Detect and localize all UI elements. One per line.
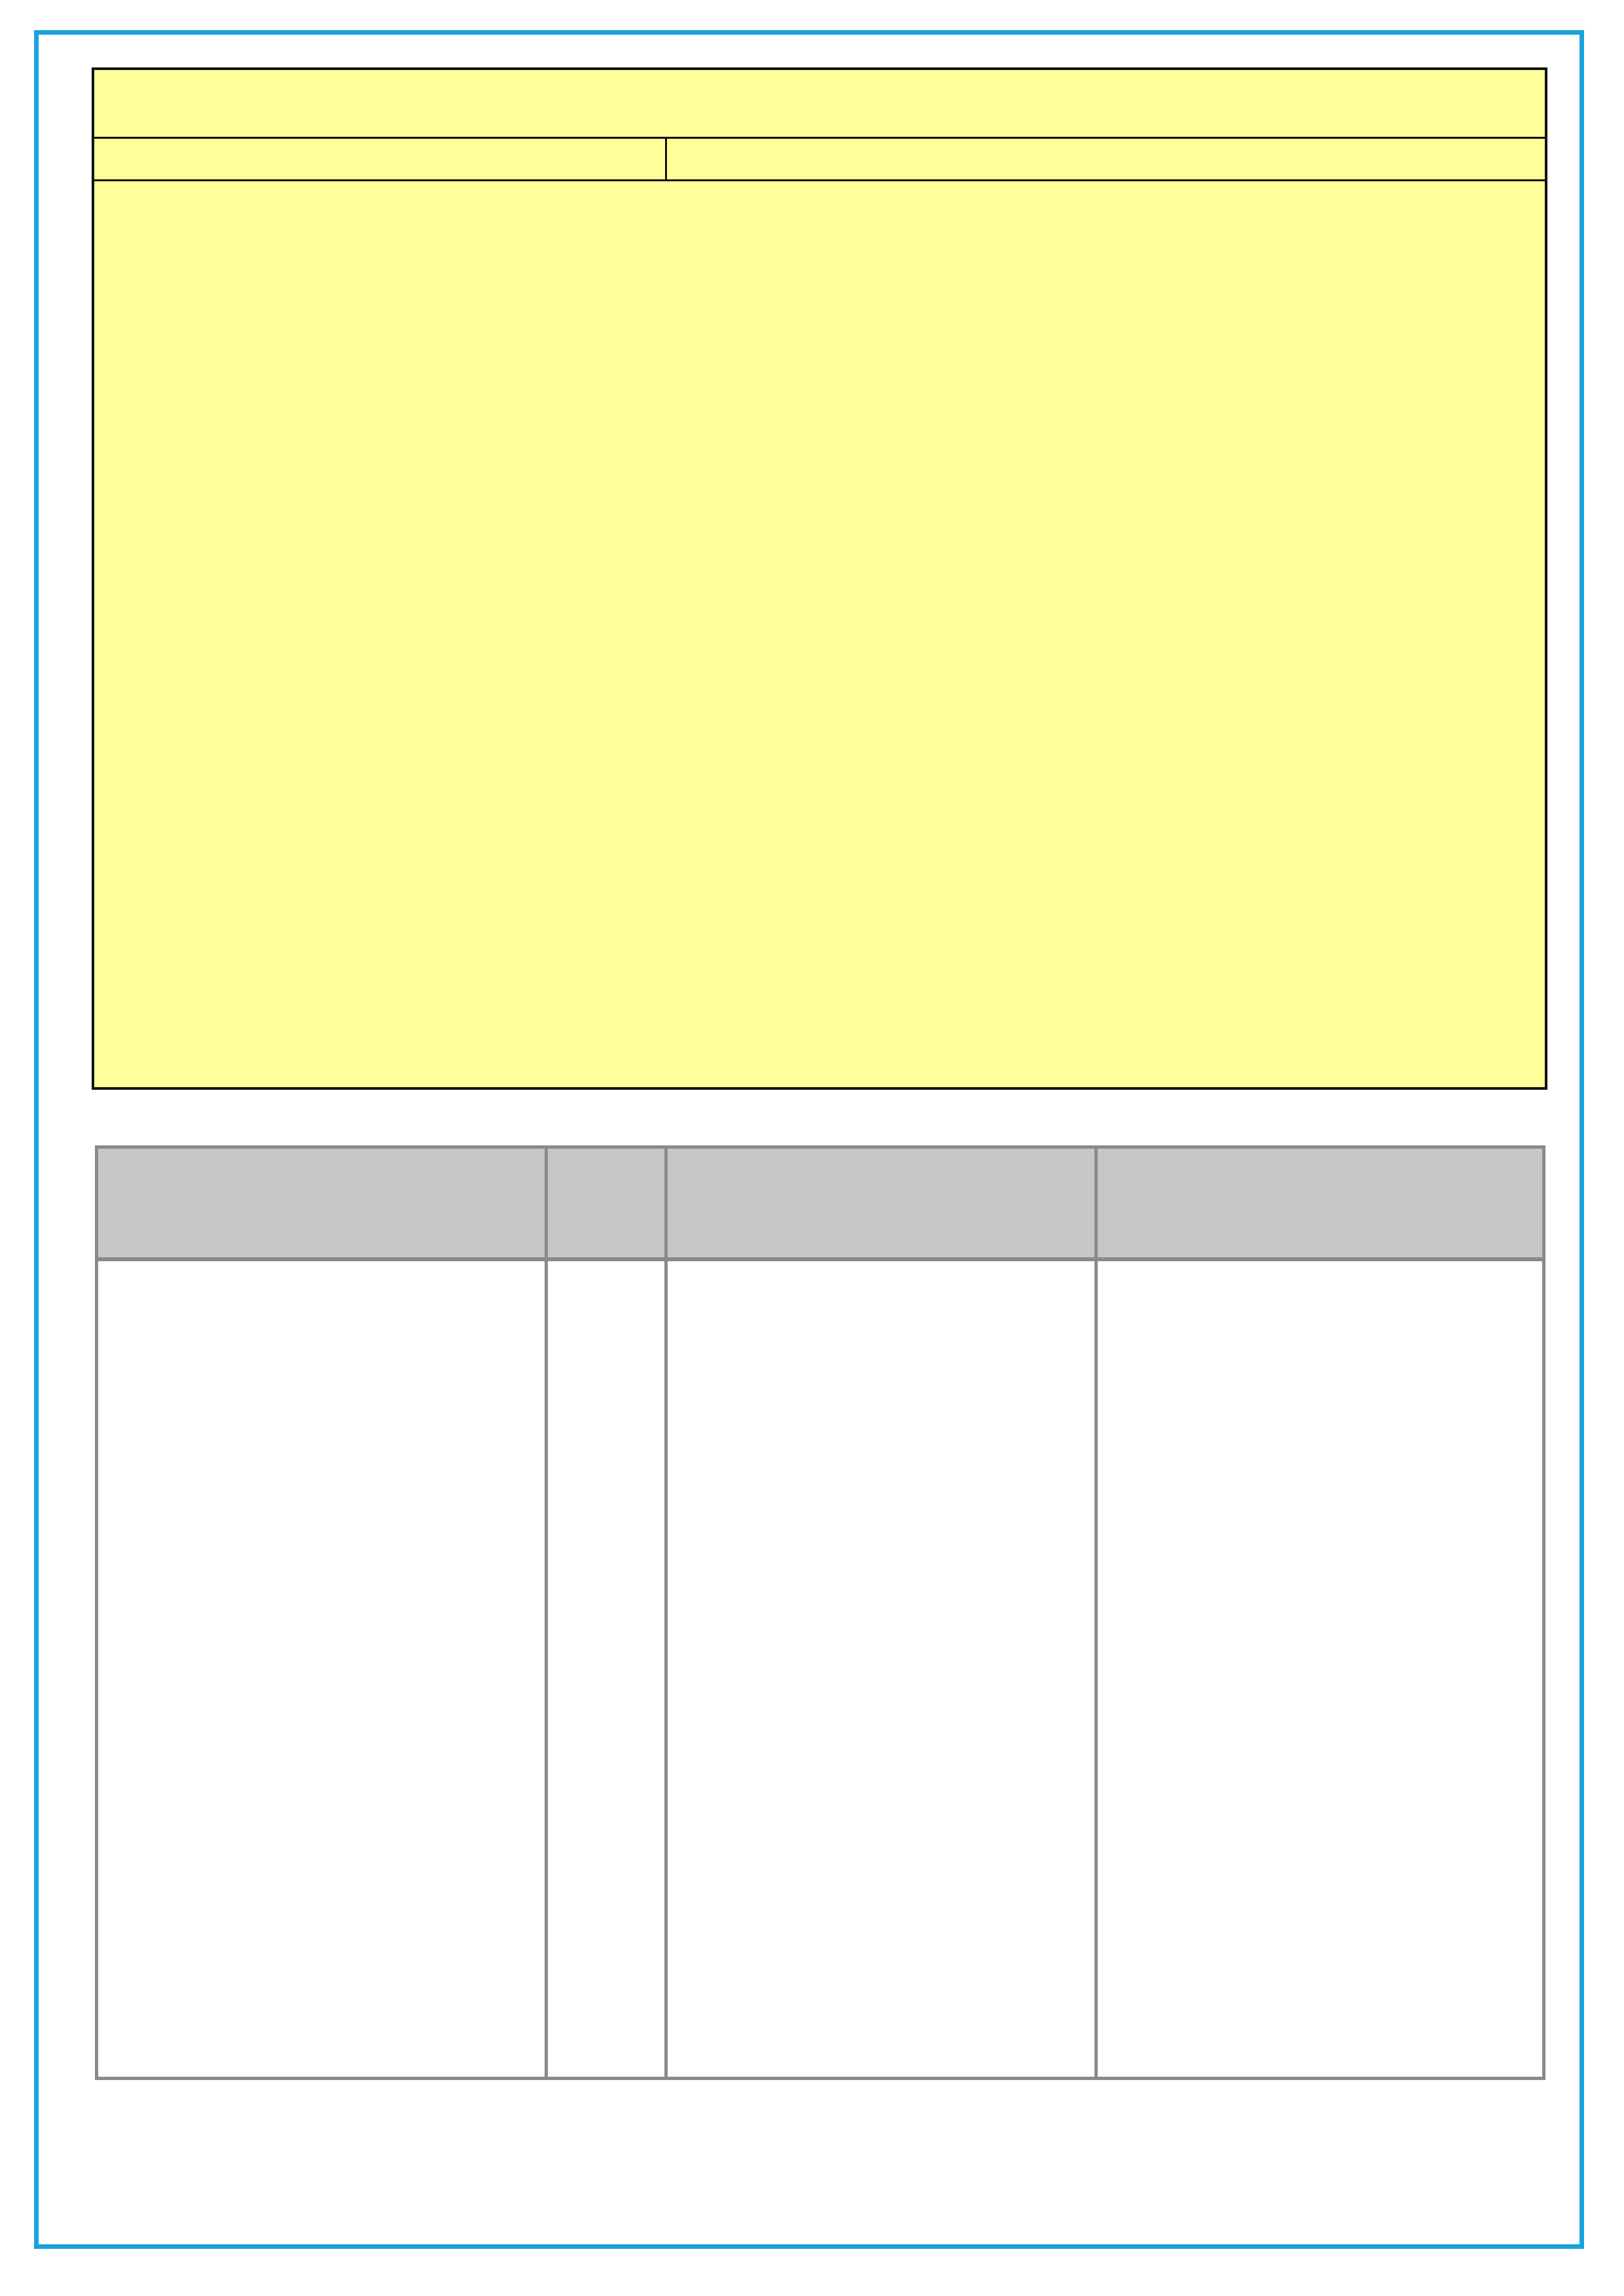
offer-header	[94, 70, 1545, 139]
divider	[1094, 1149, 1098, 2077]
rates-header	[98, 1149, 1542, 1261]
rates-table	[95, 1145, 1545, 2080]
footer	[0, 2265, 1624, 2291]
col-date-range-2	[1098, 1149, 1542, 1257]
offer-table	[92, 67, 1547, 1090]
offer-column-headers	[94, 137, 1545, 181]
divider	[664, 1149, 668, 2077]
divider	[545, 1149, 548, 2077]
col-travel-period	[94, 137, 667, 179]
col-date-range-1	[668, 1149, 1094, 1257]
col-offer	[667, 137, 1545, 179]
